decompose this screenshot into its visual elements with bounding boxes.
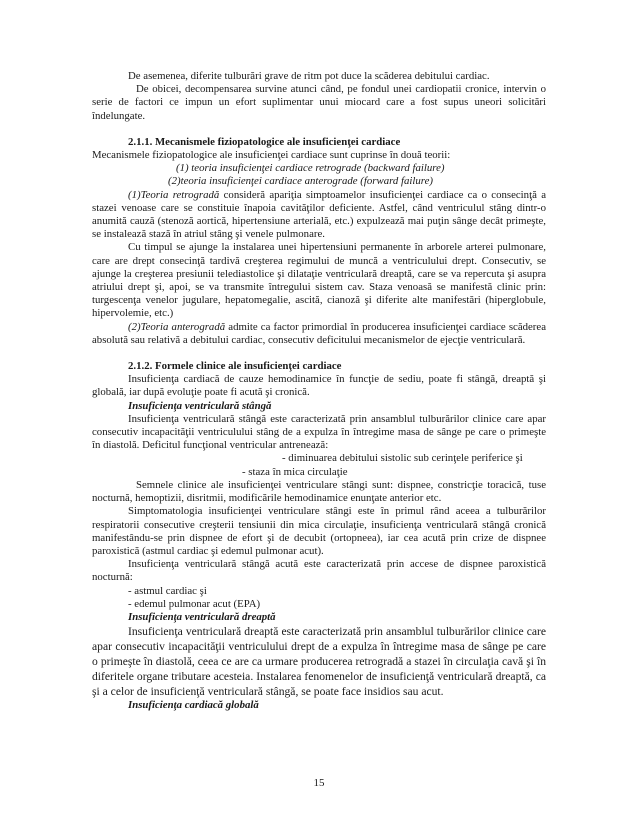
paragraph: De asemenea, diferite tulburări grave de ritm pot duce la scăderea debitului cardiac. — [128, 70, 490, 82]
dash-item: - edemul pulmonar acut (EPA) — [128, 597, 261, 610]
term: (2)Teoria anterogradă — [128, 320, 226, 333]
section-heading: 2.1.2. Formele clinice ale insuficienţei cardiace — [128, 360, 342, 373]
dash-item: - diminuarea debitului sistolic sub cerinţele periferice şi — [282, 452, 523, 465]
page-number: 15 — [313, 777, 325, 789]
list-item: (2)teoria insuficienţei cardiace anterograde (forward failure) — [168, 175, 433, 188]
paragraph: Insuficienţa ventriculară stângă acută este caracterizată prin accese de dispnee paroxistică nocturnă: — [92, 558, 546, 584]
subsection-heading: Insuficienţa ventriculară dreaptă — [128, 610, 276, 623]
paragraph: Cu timpul se ajunge la instalarea unei hipertensiuni permanente în arborele arterei pulmonare, care are drept consecinţă tardivă creşterea regimului de muncă a ventriculului drept. Consecutiv, se ajunge la creşterea presiunii telediastolice şi dilataţie ventriculară dreaptă, care se va repercuta şi asupra atriului drept şi, apoi, se va transmite întregului sistem cav. Staza venoasă se manifestă clinic prin: turgescenţa venelor jugulare, hepatomegalie, ascită, cianoză şi diferite alte manifestări (hiperglobule, hipervolemie, etc.) — [92, 241, 546, 320]
subsection-heading: Insuficienţa ventriculară stângă — [128, 399, 272, 412]
paragraph — [92, 321, 546, 347]
paragraph: Mecanismele fiziopatologice ale insuficienţei cardiace sunt cuprinse în două teorii: — [92, 149, 451, 162]
document-page — [92, 70, 546, 712]
paragraph: De obicei, decompensarea survine atunci când, pe fondul unei cardiopatii cronice, intervin o serie de factori ce impun un efort suplimentar unui miocard care a fost supus uneori solicitări îndelungate. — [92, 83, 546, 122]
section-heading: 2.1.1. Mecanismele fiziopatologice ale insuficienţei cardiace — [128, 135, 401, 148]
list-item: (1) teoria insuficienţei cardiace retrograde (backward failure) — [176, 162, 445, 175]
subsection-heading: Insuficienţa cardiacă globală — [128, 699, 259, 712]
dash-item: - staza în mica circulaţie — [242, 465, 348, 478]
paragraph-text: admite ca factor primordial în producerea insuficienţei cardiace scăderea absolută sau relativă a debitului cardiac, consecutiv deficitului mecanismelor de ejecţie ventriculară. — [92, 320, 546, 346]
paragraph: Semnele clinice ale insuficienţei ventriculare stângi sunt: dispnee, constricţie toracică, tuse nocturnă, hemoptizii, disritmii, modificările hemodinamice enunţate anterior etc. — [92, 478, 546, 505]
paragraph: Insuficienţa cardiacă de cauze hemodinamice în funcţie de sediu, poate fi stângă, dreaptă şi globală, iar după evoluţie poate fi acută şi cronică. — [92, 373, 546, 399]
paragraph — [92, 189, 546, 242]
paragraph-text: consideră apariţia simptoamelor insuficienţei cardiace ca o consecinţă a stazei venoase care se constituie înapoia cavităţilor deficiente. Astfel, când ventriculul stâng dintr-o anumită cauză (stenoză aortică, hipertensiune arterială, etc.) expulzează mai puţin sânge decât primeşte, se instalează stază în atriul stâng şi venele pulmonare. — [92, 188, 546, 241]
term: (1)Teoria retrogradă — [128, 188, 220, 201]
dash-item: - astmul cardiac şi — [128, 584, 207, 597]
paragraph: Insuficienţa ventriculară stângă este caracterizată prin ansamblul tulburărilor clinice care apar consecutiv incapacităţii ventriculului stâng de a expulza în întregime masa de sânge pe care o primeşte în diastolă. Deficitul funcţional ventricular antrenează: — [92, 412, 546, 452]
paragraph: Insuficienţa ventriculară dreaptă este caracterizată prin ansamblul tulburărilor clinice care apar consecutiv incapacităţii ventriculului drept de a expulza în întregime masa de sânge pe care o primeşte în diastolă, ceea ce are ca urmare producerea retrogradă a stazei în circulaţia cavă şi în diferitele organe tributare acesteia. Instalarea fenomenelor de insuficienţă ventriculară dreaptă, ca şi a celor de insuficienţă ventriculară stângă, se poate face insidios sau acut. — [92, 625, 546, 699]
paragraph: Simptomatologia insuficienţei ventriculare stângi este în primul rând aceea a tulburărilor respiratorii consecutive creşterii tensiunii din mica circulaţie, insuficienţa ventriculară stângă cronică manifestându-se prin dispnee de efort şi de decubit (ortopneea), iar cea acută prin crize de dispnee paroxistică (astmul cardiac şi edemul pulmonar acut). — [92, 505, 546, 557]
